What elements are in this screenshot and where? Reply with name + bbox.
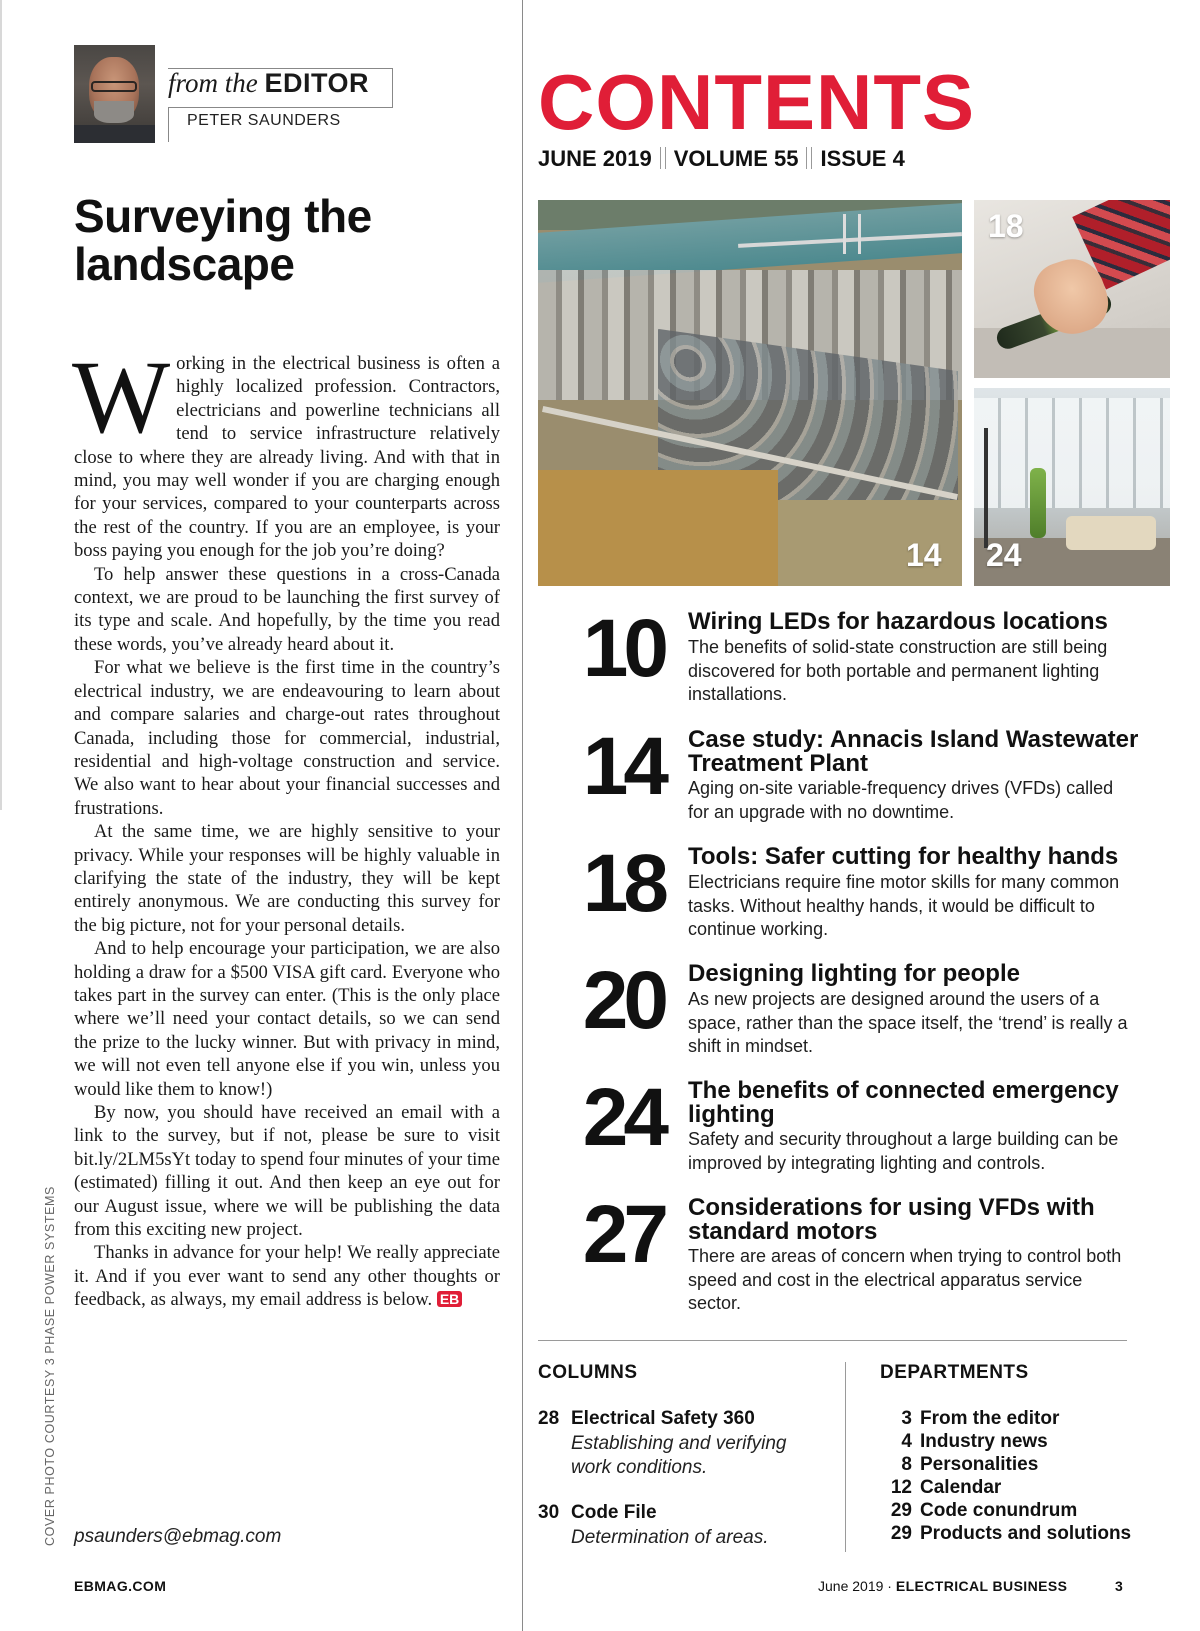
editorial-paragraph-6: By now, you should have received an email with a link to the survey, but if not, please be sure to visit bit.ly/2LM5sYt today to spend four minutes of your time (estimated) filling it out. And then keep an eye out for our August issue, where we will be publishing the data from this exciting new project. [74,1102,500,1241]
column-page-number: 30 [538,1502,560,1523]
department-entry[interactable] [880,1523,1131,1545]
department-entry[interactable] [880,1500,1077,1522]
column-title: Electrical Safety 360 [571,1408,755,1429]
department-page-number: 3 [901,1408,912,1429]
article-page-number: 27 [582,1189,664,1280]
column-page-number: 28 [538,1408,560,1429]
from-the-editor-label [168,66,369,100]
article-description: As new projects are designed around the users of a space, rather than the space itself, the ‘trend’ is really a shift in mindset. [688,989,1128,1057]
image-page-number: 24 [986,537,1022,573]
department-title: Calendar [920,1477,1002,1498]
editorial-body [72,340,500,1312]
separator [806,147,812,169]
section-divider [538,1340,1127,1341]
department-title: Personalities [920,1454,1039,1475]
cover-photo-credit: COVER PHOTO COURTESY 3 PHASE POWER SYSTEMS [43,1186,57,1546]
department-title: Industry news [920,1431,1048,1452]
editorial-paragraph-7: Thanks in advance for your help! We really appreciate it. And if you ever want to send any other thoughts or feedback, as always, my email address is below. EB [74,1242,500,1311]
department-page-number: 4 [901,1431,912,1452]
editorial-paragraph-2: To help answer these questions in a cross-Canada context, we are proud to be launching the first survey of its type and scale. And hopefully, by the time you read these words, you’ve already heard about it. [74,563,500,655]
editorial-paragraph-1: Working in the electrical business is often a highly localized profession. Contractors, electricians and powerline technicians all tend to service infrastructure relatively close to where they are already living. And with that in mind, you may well wonder if you are charging enough for your services, compared to your counterparts across the rest of the country. If you are an employee, is your boss paying you enough for the job you’re doing? [72,340,500,562]
departments-heading: DEPARTMENTS [880,1362,1029,1383]
cover-image-treatment-plant [538,200,962,586]
footer-issue [818,1578,1067,1594]
issue-date: JUNE 2019 [538,146,652,171]
department-page-number: 29 [890,1500,912,1521]
article-title: Considerations for using VFDs with standard motors [688,1194,1095,1245]
article-page-number: 10 [582,603,664,694]
department-entry[interactable] [880,1454,1038,1476]
editorial-paragraph-4: At the same time, we are highly sensitive to your privacy. While your responses will be highly valuable in clarifying the state of the industry, they will be kept entirely anonymous. We are conducting this survey for the big picture, not for your personal details. [74,821,500,936]
footer-magazine-name: ELECTRICAL BUSINESS [895,1578,1068,1594]
drop-cap: W [72,340,171,455]
department-title: From the editor [920,1408,1060,1429]
department-title: Code conundrum [920,1500,1078,1521]
article-title: Case study: Annacis Island Wastewater Treatment Plant [688,726,1139,777]
article-page-number: 14 [582,721,664,812]
department-page-number: 8 [901,1454,912,1475]
page-edge-rule [0,0,2,810]
department-page-number: 29 [890,1523,912,1544]
department-entry[interactable] [880,1431,1048,1453]
article-title: Designing lighting for people [688,960,1020,987]
article-page-number: 18 [582,838,664,929]
department-page-number: 12 [890,1477,912,1498]
columns-heading: COLUMNS [538,1362,638,1383]
editorial-headline: Surveying the landscape [74,190,372,290]
editor-name-rule [168,108,169,142]
footer-issue-date: June 2019 · [818,1578,896,1594]
column-divider [522,0,523,1631]
image-page-number: 18 [988,208,1024,244]
department-entry[interactable] [880,1477,1001,1499]
editorial-paragraph-5: And to help encourage your participation, we are also holding a draw for a $500 VISA gift card. Everyone who takes part in the survey can enter. (This is the only place where we’ll need your contact details, so we can send the prize to the lucky winner. But with privacy in mind, we will not even tell anyone else if you win, unless you would like them to know!) [74,938,500,1100]
article-page-number: 24 [582,1072,664,1163]
issue-number: ISSUE 4 [820,146,905,171]
editor-email[interactable]: psaunders@ebmag.com [74,1526,282,1547]
contents-title: CONTENTS [538,58,975,146]
article-description: The benefits of solid-state construction are still being discovered for both portable and permanent lighting installations. [688,637,1108,705]
columns-departments-divider [845,1362,846,1552]
article-title: The benefits of connected emergency lighting [688,1077,1119,1128]
article-description: Aging on-site variable-frequency drives (VFDs) called for an upgrade with no downtime. [688,778,1114,822]
from-the-prefix: from the [168,68,265,98]
image-page-number: 14 [906,537,942,573]
department-title: Products and solutions [920,1523,1132,1544]
department-entry[interactable] [880,1408,1059,1430]
article-title: Tools: Safer cutting for healthy hands [688,843,1119,870]
article-description: Safety and security throughout a large building can be improved by integrating lighting and controls. [688,1129,1119,1173]
editor-word: EDITOR [264,68,370,98]
issue-info [538,146,905,172]
footer-site[interactable]: EBMAG.COM [74,1578,167,1594]
editor-name: PETER SAUNDERS [187,112,341,129]
editor-photo [74,45,155,143]
issue-volume: VOLUME 55 [673,146,799,171]
article-page-number: 20 [582,955,664,1046]
article-description: Electricians require fine motor skills for many common tasks. Without healthy hands, it would be difficult to continue working. [688,872,1120,940]
editorial-paragraph-3: For what we believe is the first time in the country’s electrical industry, we are endeavouring to learn about and compare salaries and charge-out rates throughout Canada, including those for commercial, industrial, residential and high-voltage construction and service. We also want to hear about your financial successes and frustrations. [74,657,500,819]
article-title: Wiring LEDs for hazardous locations [688,608,1108,635]
footer-page-number: 3 [1115,1578,1123,1594]
column-description: Establishing and verifying work conditions. [571,1433,787,1478]
column-description: Determination of areas. [571,1527,769,1548]
separator [660,147,666,169]
article-description: There are areas of concern when trying to control both speed and cost in the electrical apparatus service sector. [688,1246,1122,1314]
column-title: Code File [571,1502,657,1523]
eb-end-mark: EB [437,1291,462,1307]
